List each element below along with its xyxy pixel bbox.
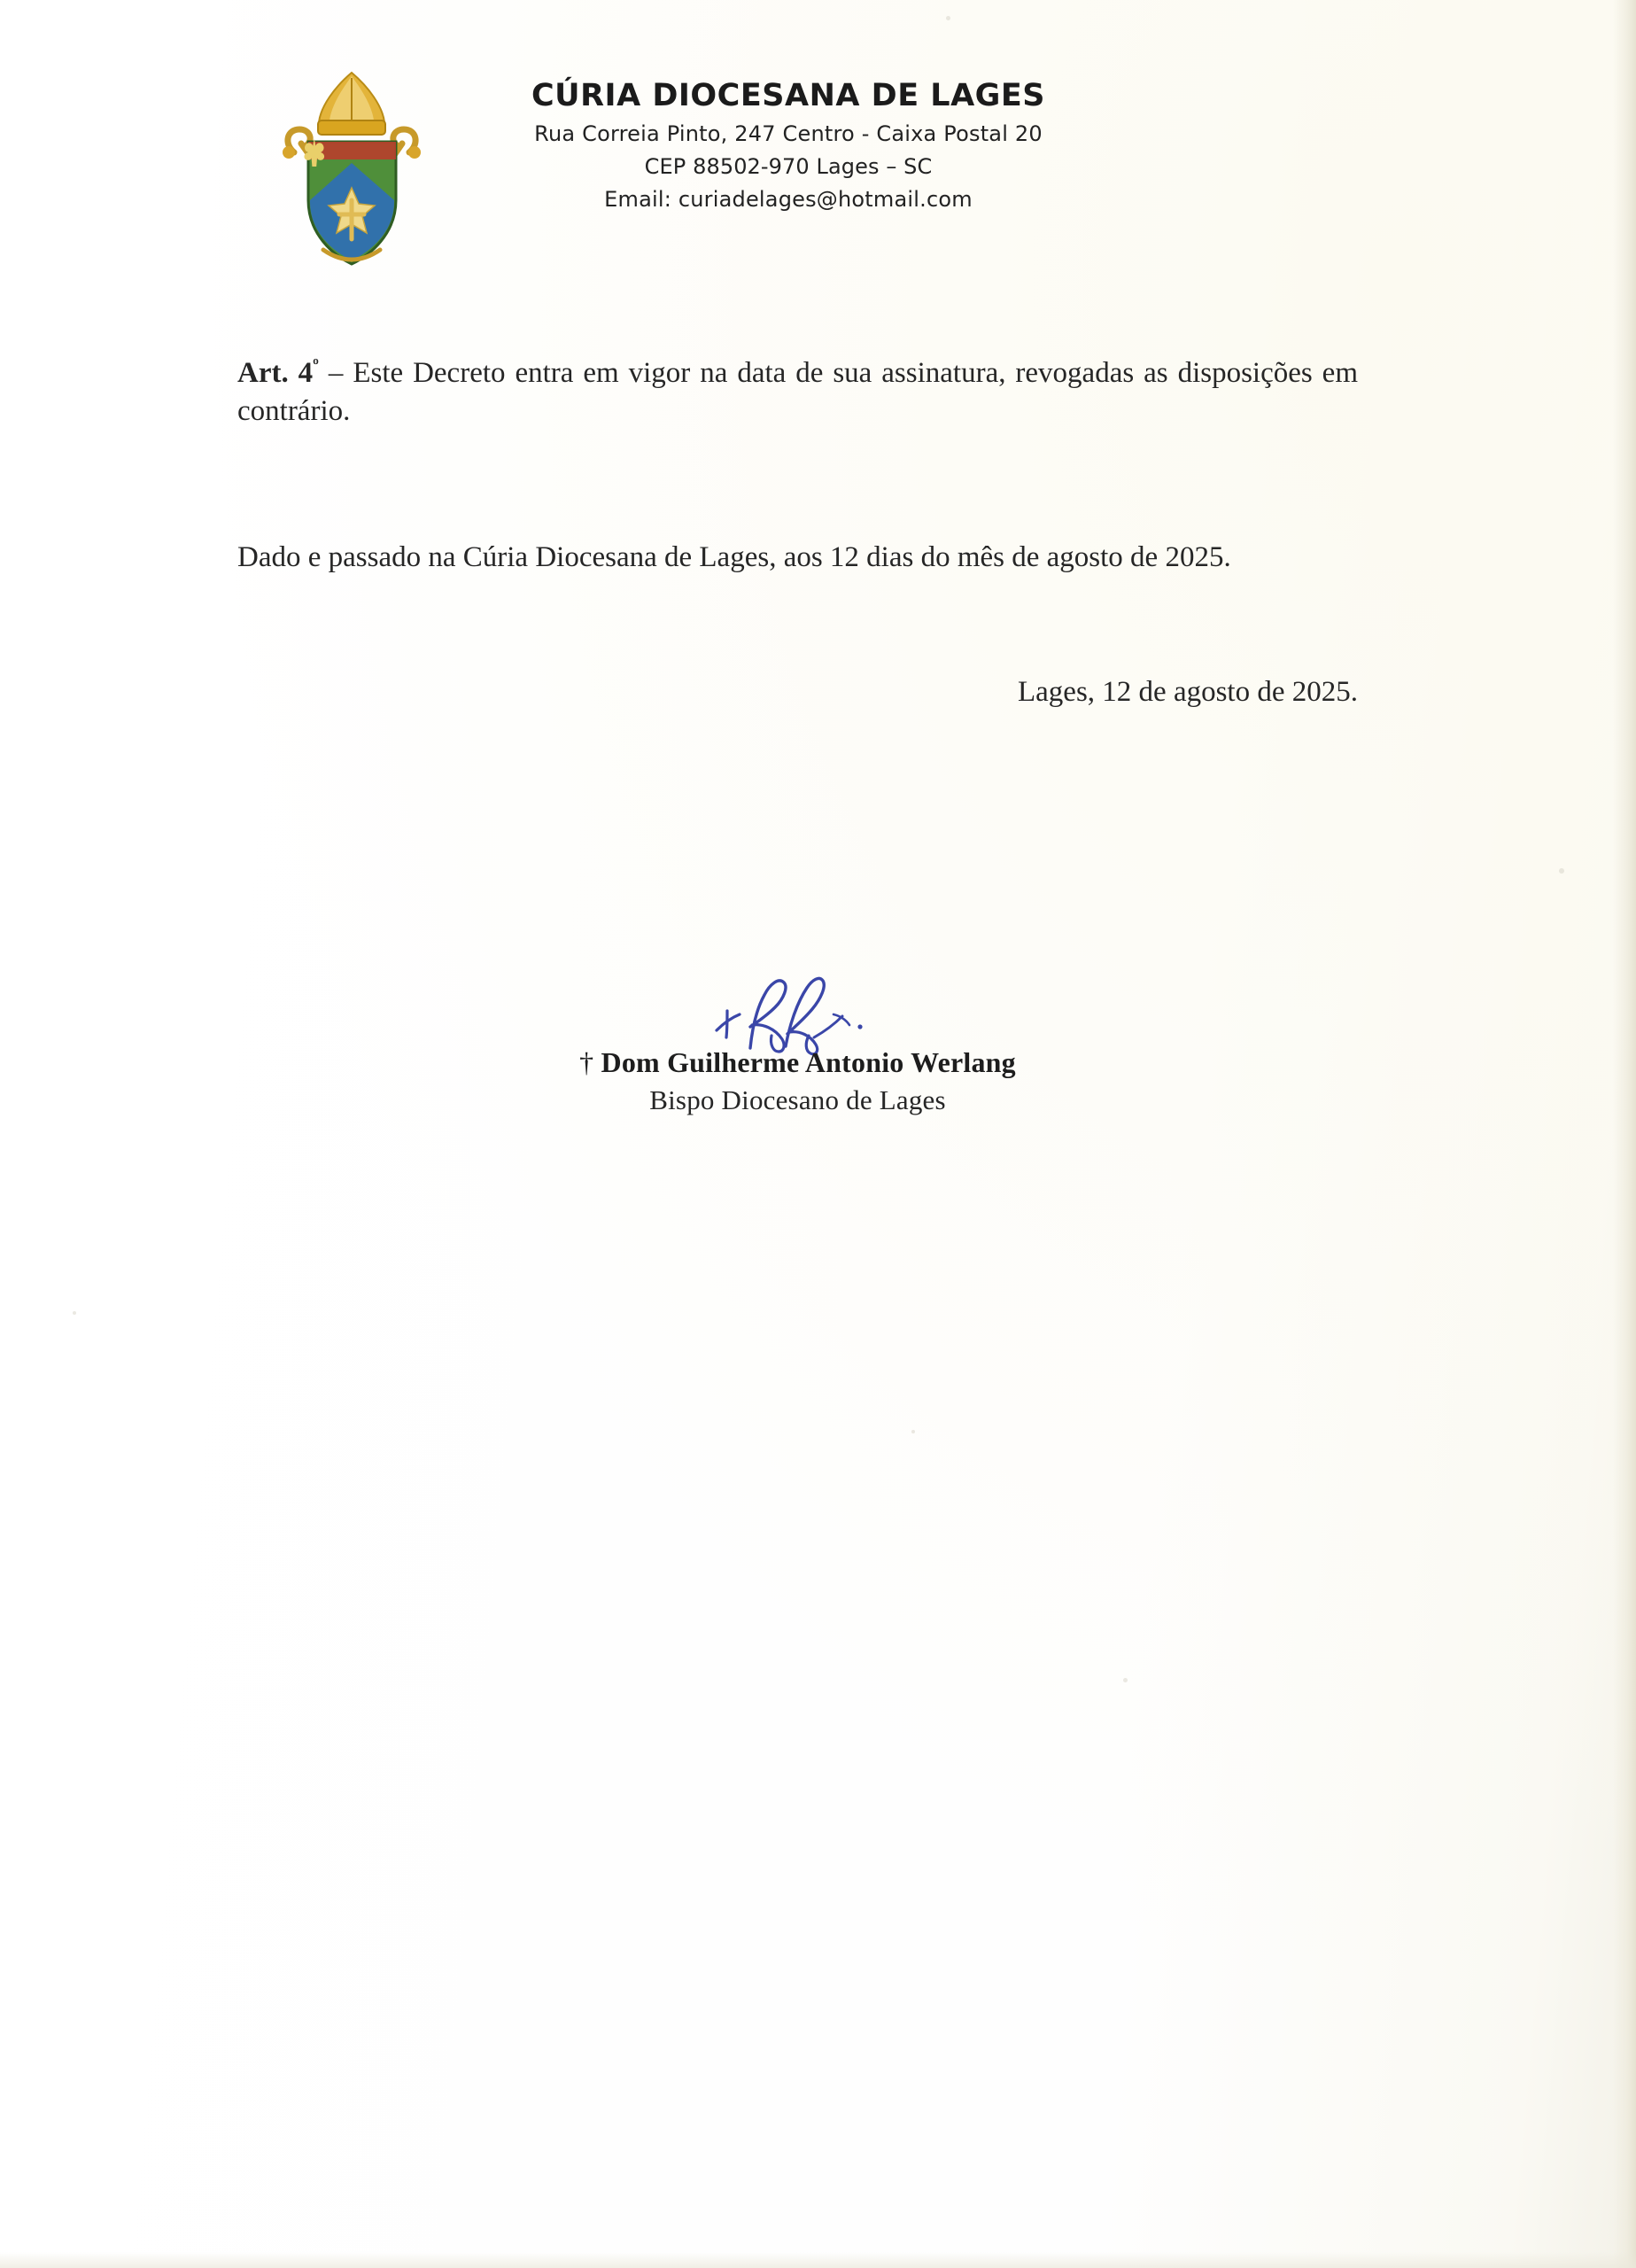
place-and-date: Lages, 12 de agosto de 2025.: [1018, 675, 1358, 708]
scan-edge-bottom: [0, 2252, 1636, 2268]
scan-speck: [1123, 1678, 1128, 1682]
signature-block: [237, 961, 1358, 1116]
address-line-2: CEP 88502-970 Lages – SC: [644, 154, 933, 179]
scan-speck: [946, 16, 950, 20]
article-4-text: – Este Decreto entra em vigor na data de sua assinatura, revogadas as disposições em contrário.: [237, 357, 1358, 427]
signer-title: Bispo Diocesano de Lages: [649, 1084, 946, 1115]
scan-speck: [911, 1430, 915, 1433]
article-number-label: Art. $4^º$: [237, 356, 319, 389]
article-4-paragraph: [237, 354, 1358, 431]
scan-speck: [73, 1311, 76, 1315]
letterhead-text: [531, 78, 1045, 212]
organization-name: CÚRIA DIOCESANA DE LAGES: [531, 78, 1046, 113]
signer-name: Dom Guilherme Antonio Werlang: [601, 1046, 1016, 1078]
letterhead: [0, 62, 1636, 289]
cross-icon: †: [579, 1046, 594, 1078]
signer-name-line: [237, 1046, 1358, 1079]
paragraph-spacer: [237, 577, 1358, 676]
coat-of-arms-icon: [257, 67, 447, 289]
email-line: Email: curiadelages@hotmail.com: [604, 187, 973, 212]
issued-paragraph: Dado e passado na Cúria Diocesana de Lages, aos 12 dias do mês de agosto de 2025.: [237, 540, 1231, 573]
article-ordinal: º: [313, 356, 319, 376]
address-line-1: Rua Correia Pinto, 247 Centro - Caixa Postal 20: [534, 121, 1043, 146]
handwritten-signature: [237, 961, 1358, 1059]
scan-edge-right: [1613, 0, 1636, 2268]
document-body: [237, 354, 1358, 709]
paragraph-spacer: [237, 431, 1358, 539]
scan-speck: [1559, 868, 1564, 874]
